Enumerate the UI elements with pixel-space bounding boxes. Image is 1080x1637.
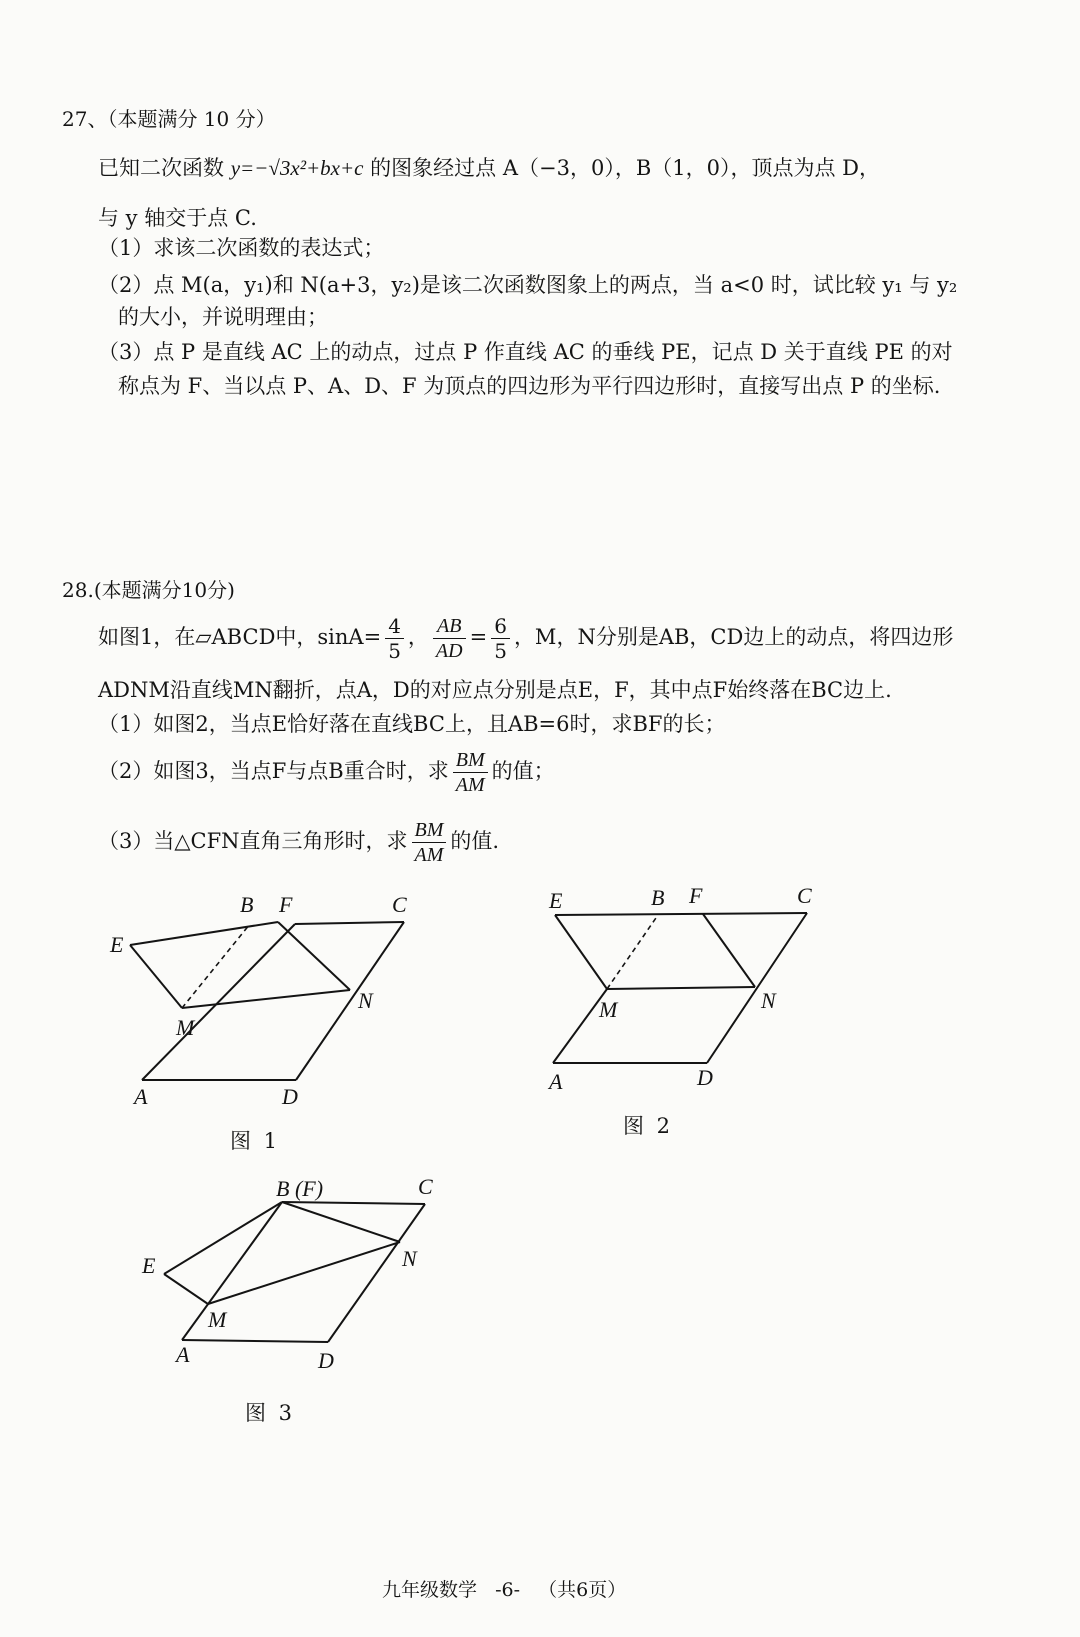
fraction-denominator: AM	[455, 774, 485, 796]
label-e: E	[142, 1253, 156, 1278]
label-d: D	[282, 1084, 298, 1109]
segment-bc	[282, 1202, 425, 1204]
fraction-denominator: 5	[388, 639, 401, 663]
label-m: M	[208, 1307, 227, 1332]
q28-separator: ，	[407, 625, 429, 649]
q28-points: (本题满分10分)	[93, 578, 235, 602]
label-n: N	[402, 1246, 417, 1271]
fraction-ratio-value	[491, 614, 510, 663]
q28-part2-text-a: （2）如图3，当点F与点B重合时，求	[98, 759, 449, 783]
label-c: C	[797, 883, 812, 908]
segment-cd	[296, 922, 404, 1080]
fraction-numerator: 6	[491, 614, 510, 639]
fraction-denominator: AM	[414, 844, 444, 866]
label-m: M	[599, 997, 618, 1022]
q28-part2	[98, 748, 555, 797]
fraction-sin-a	[385, 614, 404, 663]
figure-2	[545, 875, 845, 1090]
q27-number: 27、	[62, 107, 108, 131]
fraction-numerator: 4	[385, 614, 404, 639]
fraction-denominator: 5	[494, 639, 507, 663]
q28-part3	[98, 818, 499, 867]
label-a: A	[549, 1069, 563, 1090]
segment-me	[130, 945, 182, 1008]
segment-mn	[182, 990, 350, 1008]
label-a: A	[134, 1084, 148, 1109]
label-n: N	[358, 988, 373, 1013]
q27-stem-line2: 与 y 轴交于点 C.	[98, 206, 257, 230]
page-footer: 九年级数学 -6- （共6页）	[382, 1579, 627, 1601]
label-b-f: B (F)	[276, 1176, 324, 1201]
q28-part3-text-b: 的值.	[450, 829, 500, 853]
figure-3-caption: 图 3	[245, 1401, 296, 1425]
dashed-segment-mb	[607, 915, 658, 989]
segment-bc	[295, 922, 404, 924]
q27-part2-line2: 的大小，并说明理由；	[118, 305, 328, 329]
q28-part1: （1）如图2，当点E恰好落在直线BC上，且AB=6时，求BF的长；	[98, 712, 726, 736]
q27-stem-text-a: 已知二次函数	[98, 156, 231, 180]
q27-stem-line1	[98, 154, 880, 182]
segment-fn	[703, 914, 755, 987]
label-b: B	[240, 892, 254, 917]
label-d: D	[318, 1348, 334, 1373]
q28-intro-text-b: ，M，N分别是AB，CD边上的动点，将四边形	[513, 625, 954, 649]
q27-part1: （1）求该二次函数的表达式；	[98, 236, 385, 260]
segment-ef	[130, 922, 278, 945]
segment-ad	[182, 1340, 328, 1342]
q27-part3-line2: 称点为 F、当以点 P、A、D、F 为顶点的四边形为平行四边形时，直接写出点 P 的坐标.	[118, 374, 941, 398]
label-n: N	[761, 988, 776, 1013]
label-d: D	[697, 1065, 713, 1090]
q27-points: （本题满分 10 分）	[107, 107, 276, 131]
segment-em	[164, 1274, 208, 1304]
q28-part3-text-a: （3）当△CFN直角三角形时，求	[98, 829, 408, 853]
q28-intro-text-a: 如图1，在▱ABCD中，sinA=	[98, 625, 382, 649]
segment-fn	[278, 922, 350, 990]
q28-number: 28.	[62, 578, 94, 602]
segment-bn	[282, 1202, 400, 1242]
label-c: C	[418, 1174, 433, 1199]
q27-function: y=−√3x²+bx+c	[230, 156, 364, 180]
segment-mn	[607, 987, 755, 989]
figure-3	[130, 1170, 460, 1375]
figure-1-caption: 图 1	[230, 1129, 281, 1153]
label-f: F	[279, 892, 293, 917]
fraction-ab-ad	[433, 614, 466, 663]
figure-2-caption: 图 2	[623, 1114, 674, 1138]
q28-intro-line1	[98, 614, 953, 663]
label-b: B	[651, 885, 665, 910]
dashed-segment-mb	[182, 924, 250, 1008]
label-a: A	[176, 1342, 190, 1367]
fraction-bm-am	[412, 818, 447, 867]
q27-part2-line1: （2）点 M(a，y₁)和 N(a+3，y₂)是该二次函数图象上的两点，当 a<0 时，试比较 y₁ 与 y₂	[98, 273, 958, 297]
segment-mn	[208, 1242, 400, 1304]
q27-header	[62, 103, 276, 132]
fraction-numerator: BM	[453, 748, 488, 773]
segment-cd	[328, 1204, 425, 1342]
q28-header	[62, 574, 235, 603]
equals-sign: =	[469, 625, 488, 649]
label-c: C	[392, 892, 407, 917]
label-f: F	[689, 883, 703, 908]
label-e: E	[549, 888, 563, 913]
q28-part2-text-b: 的值；	[491, 759, 555, 783]
label-m: M	[176, 1015, 195, 1040]
figure-1	[100, 880, 440, 1110]
segment-be	[164, 1202, 282, 1274]
q28-intro-line2: ADNM沿直线MN翻折，点A，D的对应点分别是点E，F，其中点F始终落在BC边上.	[98, 678, 892, 702]
fraction-denominator: AD	[435, 640, 463, 662]
label-e: E	[110, 932, 124, 957]
fraction-bm-am	[453, 748, 488, 797]
fraction-numerator: BM	[412, 818, 447, 843]
segment-ab	[142, 924, 295, 1080]
segment-em	[555, 915, 607, 989]
segment-ec	[555, 913, 807, 915]
q27-part3-line1: （3）点 P 是直线 AC 上的动点，过点 P 作直线 AC 的垂线 PE，记点 D 关于直线 PE 的对	[98, 340, 953, 364]
segment-ab	[182, 1202, 282, 1340]
fraction-numerator: AB	[433, 614, 466, 639]
q27-stem-text-b: 的图象经过点 A（−3，0），B（1，0），顶点为点 D，	[363, 156, 880, 180]
